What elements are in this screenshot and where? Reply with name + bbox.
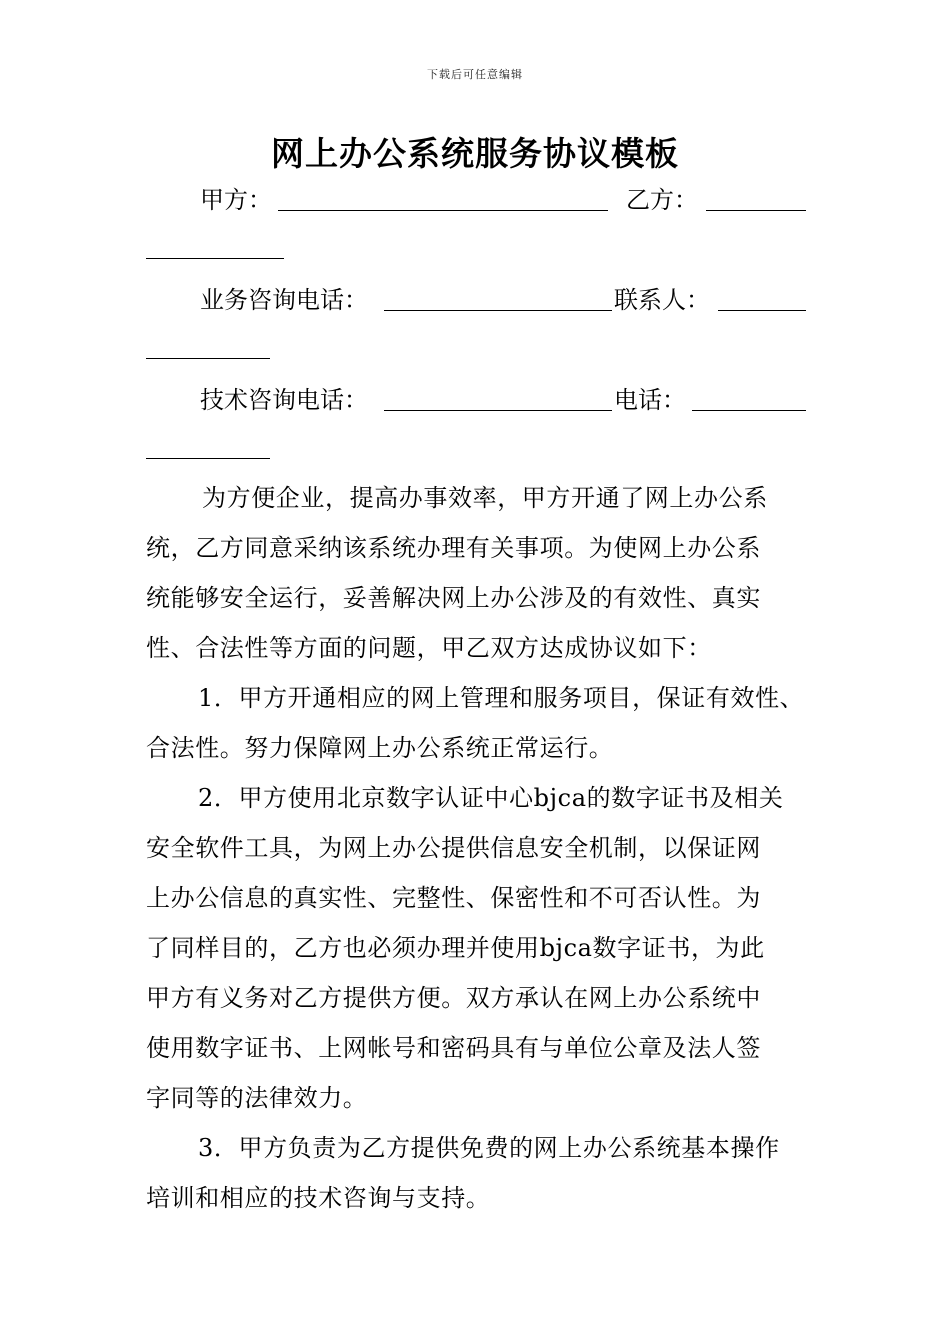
party-b-label: 乙方：	[626, 186, 698, 214]
body-line: 字同等的法律效力。	[146, 1084, 368, 1112]
body-line: 性、合法性等方面的问题，甲乙双方达成协议如下：	[146, 634, 712, 662]
body-line: 为方便企业，提高办事效率，甲方开通了网上办公系	[202, 484, 768, 512]
party-b-blank	[706, 210, 806, 211]
body-line: 合法性。努力保障网上办公系统正常运行。	[146, 734, 614, 762]
contact-label: 联系人：	[614, 286, 710, 314]
party-a-label: 甲方：	[200, 186, 272, 214]
phone-label: 电话：	[614, 386, 686, 414]
body-line: 统，乙方同意采纳该系统办理有关事项。为使网上办公系	[146, 534, 761, 562]
contact-blank	[718, 310, 806, 311]
body-line: 3．甲方负责为乙方提供免费的网上办公系统基本操作	[198, 1134, 780, 1162]
body-line: 2．甲方使用北京数字认证中心bjca的数字证书及相关	[198, 784, 784, 812]
body-line: 统能够安全运行，妥善解决网上办公涉及的有效性、真实	[146, 584, 761, 612]
tech-phone-label: 技术咨询电话：	[200, 386, 368, 414]
body-line: 上办公信息的真实性、完整性、保密性和不可否认性。为	[146, 884, 761, 912]
party-a-blank	[278, 210, 608, 211]
contact-blank-continued	[146, 358, 270, 359]
body-line: 1．甲方开通相应的网上管理和服务项目，保证有效性、	[198, 684, 805, 712]
body-line: 甲方有义务对乙方提供方便。双方承认在网上办公系统中	[146, 984, 761, 1012]
body-line: 安全软件工具，为网上办公提供信息安全机制，以保证网	[146, 834, 761, 862]
body-line: 了同样目的，乙方也必须办理并使用bjca数字证书，为此	[146, 934, 765, 962]
body-line: 使用数字证书、上网帐号和密码具有与单位公章及法人签	[146, 1034, 761, 1062]
tech-phone-blank	[384, 410, 612, 411]
body-line: 培训和相应的技术咨询与支持。	[146, 1184, 491, 1212]
document-title: 网上办公系统服务协议模板	[271, 134, 679, 173]
business-phone-label: 业务咨询电话：	[200, 286, 368, 314]
business-phone-blank	[384, 310, 612, 311]
header-note: 下载后可任意编辑	[427, 68, 523, 81]
phone-blank	[692, 410, 806, 411]
party-b-blank-continued	[146, 258, 284, 259]
phone-blank-continued	[146, 458, 270, 459]
